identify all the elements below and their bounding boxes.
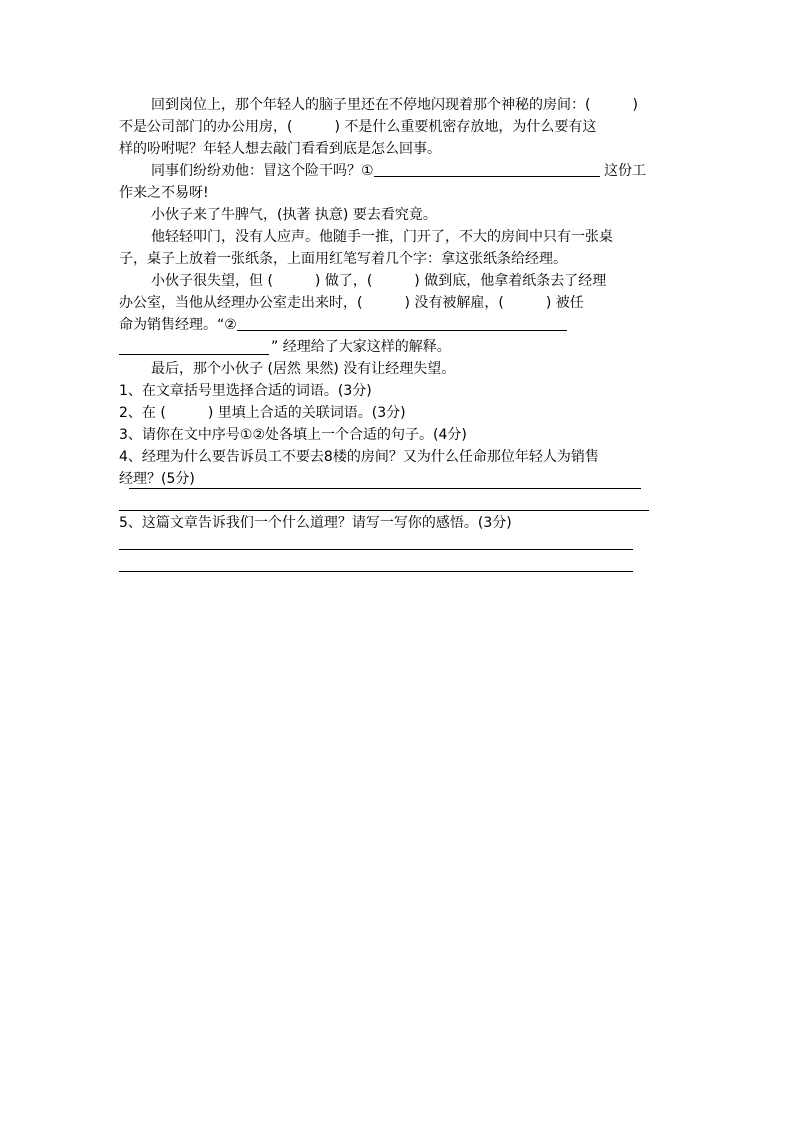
passage-line: 他轻轻叩门，没有人应声。他随手一推，门开了，不大的房间中只有一张桌 xyxy=(151,229,613,245)
passage-line: 小伙子很失望，但 ( ) 做了，( ) 做到底，他拿着纸条去了经理 xyxy=(151,273,607,289)
passage-line: 作来之不易呀! xyxy=(119,185,209,201)
question-4: 4、经理为什么要告诉员工不要去8楼的房间？又为什么任命那位年轻人为销售 xyxy=(119,449,599,465)
question-4-continued: 经理？(5分) xyxy=(119,471,195,487)
answer-line-q5[interactable] xyxy=(119,549,633,550)
passage-line: 最后，那个小伙子 (居然 果然) 没有让经理失望。 xyxy=(151,361,456,377)
passage-line: 回到岗位上，那个年轻人的脑子里还在不停地闪现着那个神秘的房间：( ) xyxy=(151,97,638,113)
answer-blank-2-continued[interactable] xyxy=(119,354,269,355)
question-2: 2、在 ( ) 里填上合适的关联词语。(3分) xyxy=(119,405,406,421)
passage-line xyxy=(151,161,646,182)
passage-line xyxy=(119,315,567,336)
passage-line: 样的吩咐呢？年轻人想去敲门看看到底是怎么回事。 xyxy=(119,141,441,157)
passage-text: 命为销售经理。“② xyxy=(119,317,237,333)
question-1: 1、在文章括号里选择合适的词语。(3分) xyxy=(119,383,372,399)
passage-text: 这份工 xyxy=(599,163,647,179)
answer-blank-2[interactable] xyxy=(237,316,567,331)
passage-line: 子，桌子上放着一张纸条，上面用红笔写着几个字：拿这张纸条给经理。 xyxy=(119,251,567,267)
passage-text: 同事们纷纷劝他：冒这个险干吗？① xyxy=(151,163,374,179)
passage-line: 不是公司部门的办公用房，( ) 不是什么重要机密存放地，为什么要有这 xyxy=(119,119,597,135)
passage-line: ” 经理给了大家这样的解释。 xyxy=(271,339,451,355)
answer-blank-1[interactable] xyxy=(374,162,600,177)
question-5: 5、这篇文章告诉我们一个什么道理？请写一写你的感悟。(3分) xyxy=(119,515,512,531)
passage-line: 小伙子来了牛脾气，(执著 执意) 要去看究竟。 xyxy=(151,207,437,223)
question-3: 3、请你在文中序号①②处各填上一个合适的句子。(4分) xyxy=(119,427,467,443)
passage-line: 办公室，当他从经理办公室走出来时，( ) 没有被解雇，( ) 被任 xyxy=(119,295,584,311)
answer-line-q5[interactable] xyxy=(119,571,633,572)
answer-line-q4[interactable] xyxy=(119,510,649,511)
answer-line-q4[interactable] xyxy=(129,488,641,489)
